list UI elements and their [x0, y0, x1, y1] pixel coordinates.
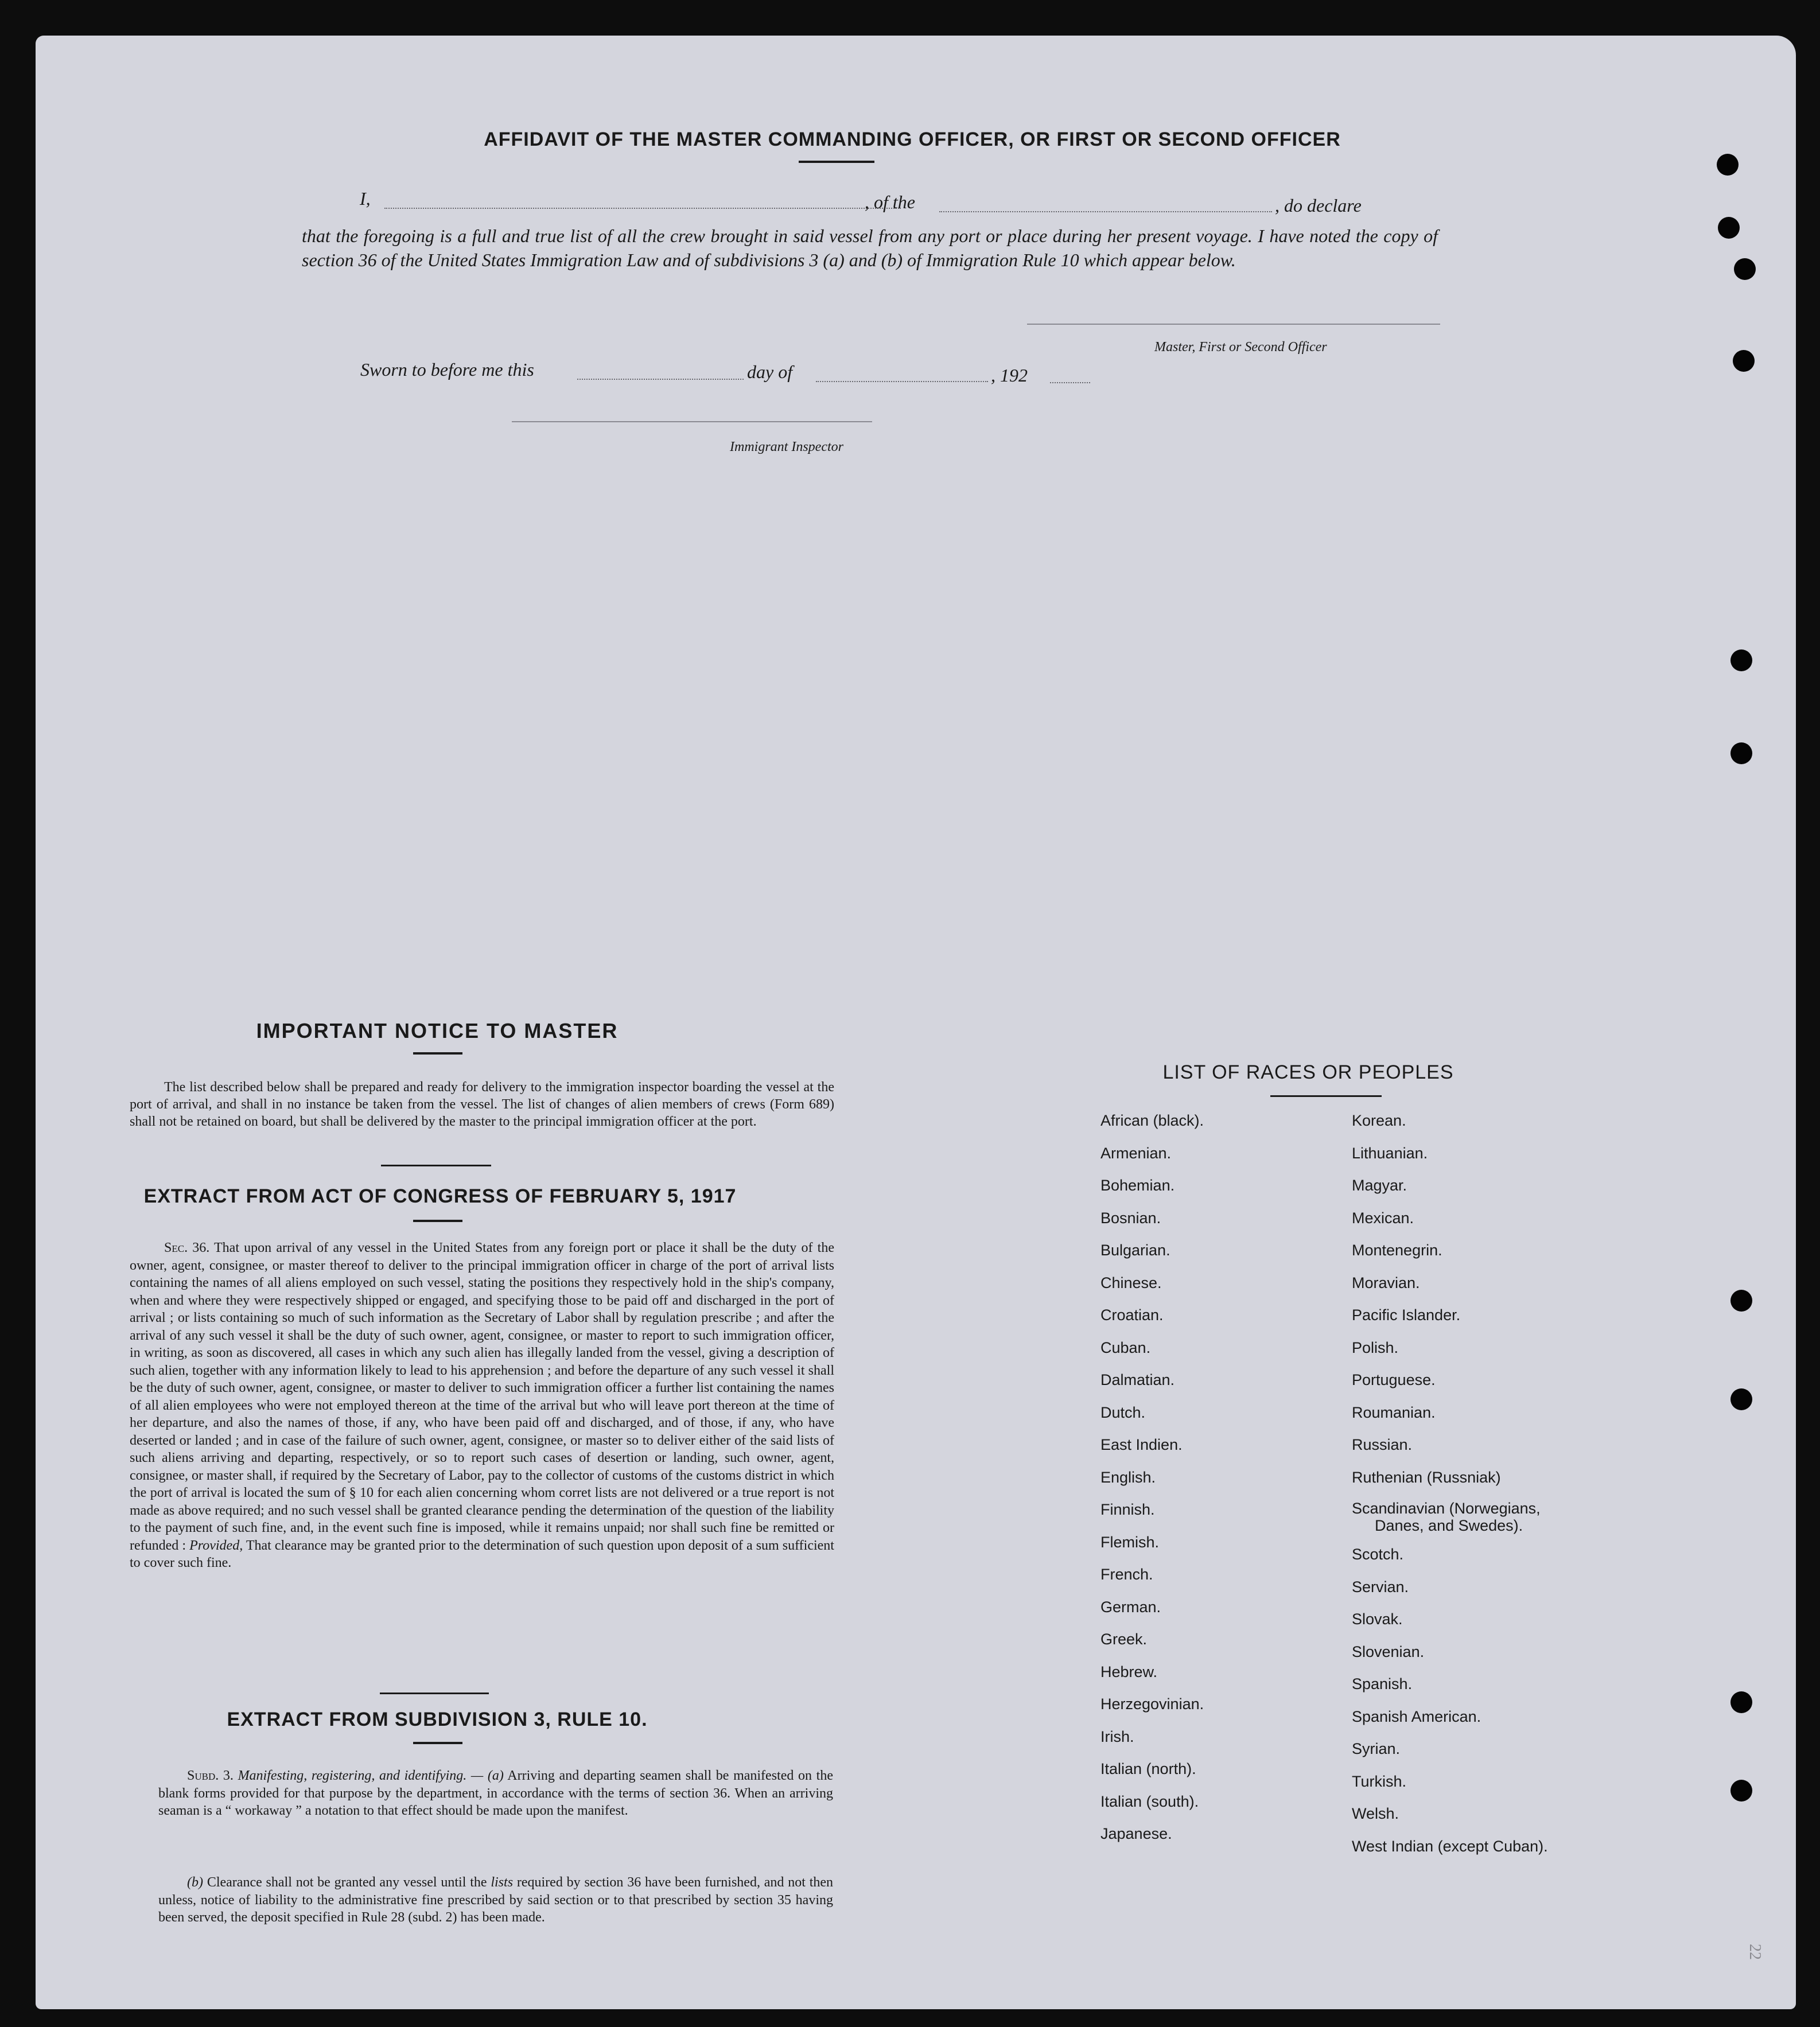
rule-para-a	[158, 1767, 833, 1820]
race-item: German.	[1100, 1598, 1161, 1616]
race-item: Syrian.	[1352, 1740, 1401, 1757]
race-item: Welsh.	[1352, 1805, 1399, 1822]
race-item: Dalmatian.	[1100, 1371, 1175, 1388]
act-divider	[380, 1693, 489, 1694]
race-item-scandinavian	[1352, 1500, 1541, 1534]
act-body-end: That clearance may be granted prior to the determination of such question upon deposit of a sum sufficient to cover such fine.	[130, 1538, 834, 1570]
race-item: Cuban.	[1100, 1339, 1151, 1356]
race-item: Finnish.	[1100, 1501, 1155, 1518]
races-right-tail-column	[1352, 1546, 1548, 1870]
race-item: Slovak.	[1352, 1610, 1403, 1628]
para-b-start: Clearance shall not be granted any vessel until the	[207, 1875, 487, 1890]
punch-hole	[1718, 217, 1740, 239]
scandinavian-line-1: Scandinavian (Norwegians,	[1352, 1500, 1541, 1517]
day-of-label: day of	[747, 361, 793, 382]
race-item: Slovenian.	[1352, 1643, 1425, 1660]
race-item: Flemish.	[1100, 1533, 1160, 1551]
do-declare-label: , do declare	[1275, 195, 1362, 216]
race-item: Moravian.	[1352, 1274, 1420, 1291]
day-blank[interactable]	[577, 379, 744, 380]
race-item: Roumanian.	[1352, 1403, 1436, 1421]
notice-underline	[413, 1052, 462, 1055]
race-item: Bulgarian.	[1100, 1242, 1170, 1259]
b-label: (b)	[187, 1875, 203, 1890]
race-item: Hebrew.	[1100, 1663, 1158, 1680]
vessel-blank[interactable]	[939, 211, 1272, 212]
provided-label: Provided,	[189, 1538, 243, 1553]
race-item: Magyar.	[1352, 1177, 1407, 1194]
subd-label: Subd. 3.	[187, 1768, 234, 1783]
race-item: Bosnian.	[1100, 1209, 1161, 1227]
para-b-end: required by section 36 have been furnished, and not then unless, notice of liability to the administrative fine prescribed by said section or to that prescribed by section 35 having been served, the deposit specified in Rule 28 (subd. 2) has been made.	[158, 1875, 834, 1925]
race-item: Ruthenian (Russniak)	[1352, 1468, 1501, 1486]
race-item: Japanese.	[1100, 1825, 1172, 1842]
races-title: LIST OF RACES OR PEOPLES	[1162, 1061, 1454, 1083]
act-underline	[413, 1220, 462, 1222]
inspector-label: Immigrant Inspector	[730, 439, 843, 454]
of-the-label: , of the	[865, 192, 915, 212]
notice-divider	[381, 1165, 491, 1166]
i-label: I,	[360, 188, 371, 209]
scandinavian-line-2: Danes, and Swedes).	[1375, 1517, 1523, 1534]
notice-title: IMPORTANT NOTICE TO MASTER	[256, 1019, 619, 1042]
year-blank[interactable]	[1050, 382, 1090, 383]
sworn-label: Sworn to before me this	[360, 359, 534, 380]
race-item: Polish.	[1352, 1339, 1399, 1356]
race-item: English.	[1100, 1468, 1156, 1486]
master-signature-line[interactable]	[1027, 324, 1440, 325]
name-blank[interactable]	[384, 208, 901, 209]
race-item: French.	[1100, 1566, 1153, 1583]
rule-title: EXTRACT FROM SUBDIVISION 3, RULE 10.	[227, 1709, 648, 1730]
punch-hole	[1734, 258, 1756, 280]
document-page	[36, 36, 1796, 2009]
race-item: Spanish American.	[1352, 1707, 1481, 1725]
races-right-column	[1352, 1112, 1501, 1501]
lists-word: lists	[491, 1875, 514, 1890]
act-body	[130, 1239, 834, 1572]
race-item: Portuguese.	[1352, 1371, 1436, 1388]
punch-hole	[1730, 1691, 1752, 1713]
year-label: , 192	[991, 365, 1028, 386]
race-item: Servian.	[1352, 1578, 1409, 1596]
punch-hole	[1730, 649, 1752, 671]
race-item: Armenian.	[1100, 1144, 1172, 1162]
master-label: Master, First or Second Officer	[1154, 340, 1327, 355]
punch-hole	[1730, 1290, 1752, 1312]
race-item: Korean.	[1352, 1112, 1406, 1129]
inspector-signature-line[interactable]	[512, 421, 872, 422]
subd-heading: Manifesting, registering, and identifying. — (a)	[238, 1768, 504, 1783]
race-item: Greek.	[1100, 1631, 1148, 1648]
punch-hole	[1717, 154, 1739, 176]
rule-underline	[413, 1742, 462, 1744]
race-item: Dutch.	[1100, 1403, 1146, 1421]
para-a-text: Arriving and departing seamen shall be manifested on the blank forms provided for that purpose by the department, in accordance with the terms of section 36. When an arriving seaman is a “ workaway ” a notation to that effect should be made upon the manifest.	[158, 1768, 833, 1818]
month-blank[interactable]	[816, 381, 988, 382]
race-item: Russian.	[1352, 1436, 1413, 1453]
race-item: East Indien.	[1100, 1436, 1183, 1453]
race-item: Bohemian.	[1100, 1177, 1175, 1194]
title-underline	[799, 161, 874, 163]
race-item: Croatian.	[1100, 1306, 1164, 1324]
races-underline	[1270, 1095, 1382, 1097]
races-left-column	[1100, 1112, 1204, 1858]
race-item: Herzegovinian.	[1100, 1695, 1204, 1713]
act-title: EXTRACT FROM ACT OF CONGRESS OF FEBRUARY 5, 1917	[143, 1185, 737, 1207]
race-item: Spanish.	[1352, 1675, 1413, 1693]
page-number: 22	[1746, 1944, 1764, 1960]
race-item: Italian (north).	[1100, 1760, 1196, 1777]
punch-hole	[1730, 1780, 1752, 1802]
rule-para-b	[158, 1874, 833, 1927]
race-item: Chinese.	[1100, 1274, 1162, 1291]
race-item: Pacific Islander.	[1352, 1306, 1461, 1324]
affidavit-body: that the foregoing is a full and true list of all the crew brought in said vessel from any port or place during her present voyage. I have noted the copy of section 36 of the United States Immigration Law and of subdivisions 3 (a) and (b) of Immigration Rule 10 which appear below.	[302, 225, 1438, 270]
punch-hole	[1730, 1388, 1752, 1410]
race-item: Italian (south).	[1100, 1792, 1199, 1810]
race-item: Lithuanian.	[1352, 1144, 1428, 1162]
punch-hole	[1730, 742, 1752, 764]
punch-hole	[1733, 350, 1755, 372]
race-item: West Indian (except Cuban).	[1352, 1837, 1548, 1855]
section-label: Sec. 36.	[164, 1240, 210, 1255]
race-item: Montenegrin.	[1352, 1242, 1442, 1259]
act-body-text: That upon arrival of any vessel in the United States from any foreign port or place it shall be the duty of the owner, agent, consignee, or master thereof to deliver to the principal immigration officer in charge of the port of arrival lists containing the names of all aliens employed on such vessel, stating the positions they respectively hold in the ship's company, when and where they were respectively shipped or engaged, and specifying those to be paid off and discharged in the port of arrival ; or lists containing so much of such information as the Secretary of Labor shall by regulation prescribe ; and after the arrival of any such vessel it shall be the duty of such owner, agent, consignee, or master to report to such immigration officer, in writing, as soon as discovered, all cases in which any such alien has illegally landed from the vessel, giving a description of such alien, together with any information likely to lead to his apprehension ; and before the departure of any such vessel it shall be the duty of such owner, agent, consignee, or master to deliver to such immigration officer a further list containing the names of all alien employees who were not employed thereon at the time of the arrival but who will leave port thereon at the time of her departure, and also the names of those, if any, who have been paid off and discharged, and of those, if any, who have deserted or landed ; and in case of the failure of such owner, agent, consignee, or master so to deliver either of the said lists of such aliens arriving and departing, respectively, or so to report such cases of desertion or landing, such owner, agent, consignee, or master shall, if required by the Secretary of Labor, pay to the collector of customs of the customs district in which the port of arrival is located the sum of § 10 for each alien concerning whom corret lists are not delivered or a true report is not made as above required; and no such vessel shall be granted clearance pending the determination of the question of the liability to the payment of such fine, and, in the event such fine is imposed, while it remains unpaid; nor shall such fine be remitted or refunded :	[130, 1240, 834, 1553]
race-item: Turkish.	[1352, 1772, 1407, 1790]
race-item: Mexican.	[1352, 1209, 1414, 1227]
notice-body: The list described below shall be prepared and ready for delivery to the immigration inspector boarding the vessel at the port of arrival, and shall in no instance be taken from the vessel. The list of changes of alien members of crews (Form 689) shall not be retained on board, but shall be delivered by the master to the principal immigration officer at the port.	[130, 1080, 834, 1129]
affidavit-title: AFFIDAVIT OF THE MASTER COMMANDING OFFICER, OR FIRST OR SECOND OFFICER	[484, 129, 1341, 150]
race-item: Scotch.	[1352, 1546, 1404, 1563]
race-item: African (black).	[1100, 1112, 1204, 1129]
race-item: Irish.	[1100, 1728, 1134, 1745]
